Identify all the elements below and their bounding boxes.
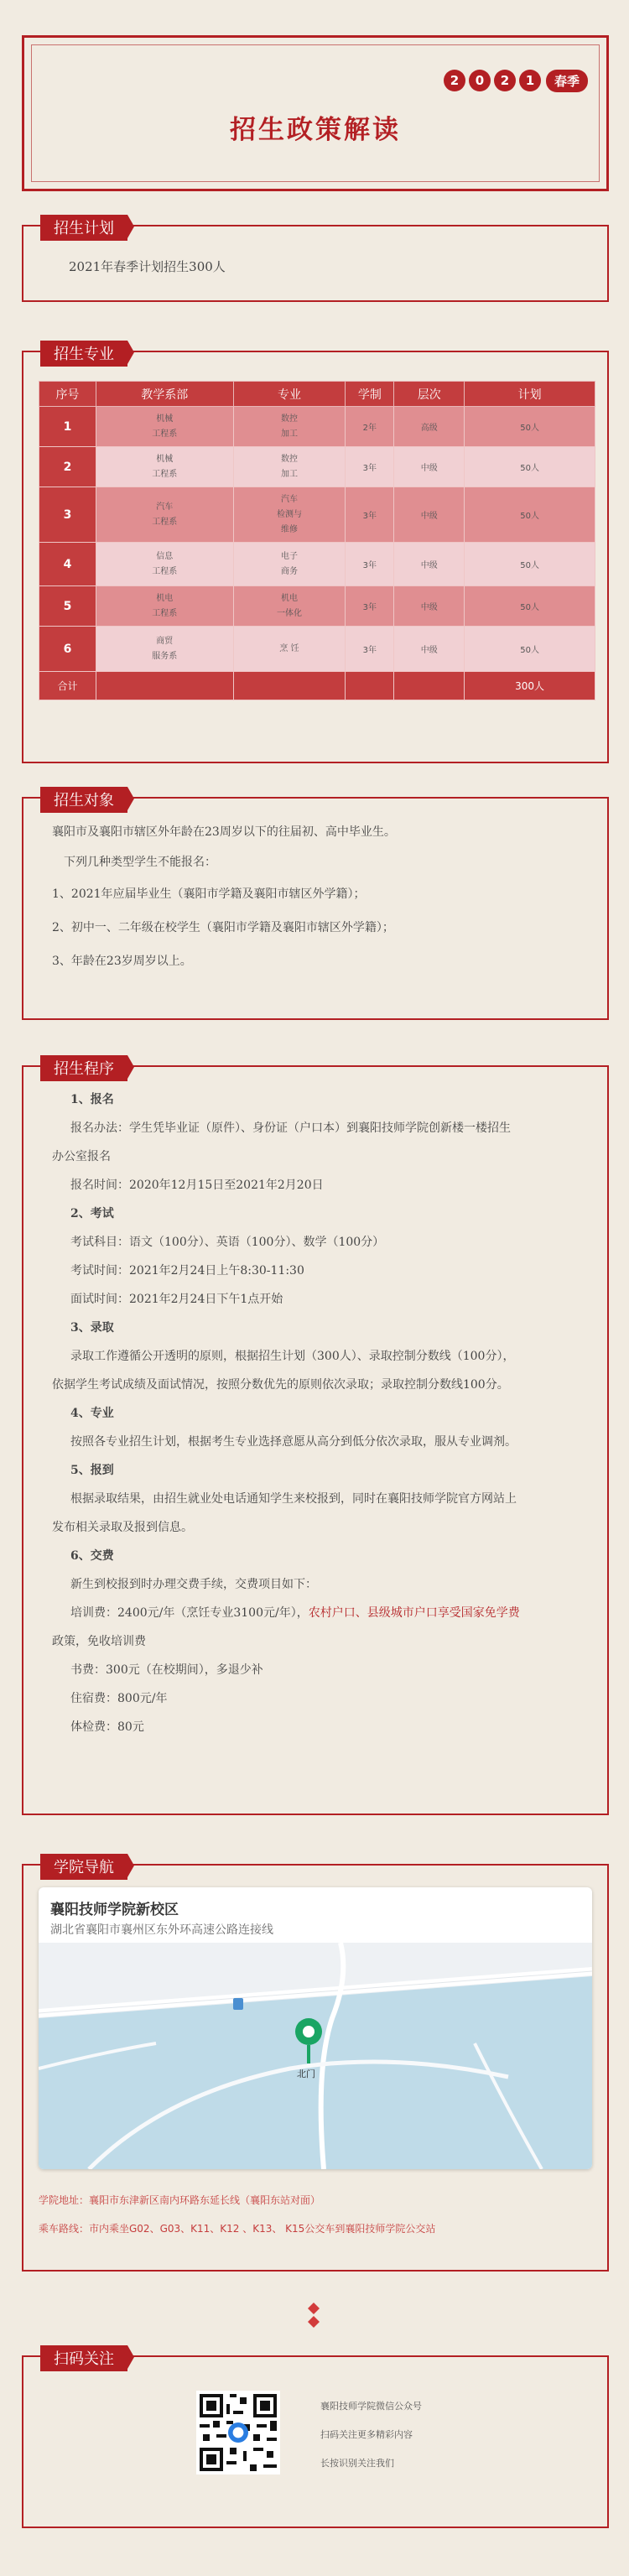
cell-text: 50人 [520,561,539,570]
table-row [39,487,595,543]
table-cell [233,543,346,586]
navigation-section [22,1859,609,2272]
cell-text: 商务 [281,566,299,576]
table-cell [96,487,233,543]
table-cell: 合计 [39,672,96,700]
table-cell [346,487,394,543]
cell-text: 50人 [520,646,539,655]
divider-diamond-icon [304,2303,324,2333]
table-cell [233,487,346,543]
step-text: 发布相关录取及报到信息。 [52,1521,193,1534]
step-heading: 2、考试 [70,1207,114,1220]
table-row [39,407,595,447]
table-cell [394,586,465,627]
map-card[interactable] [39,1887,592,2169]
section-tag: 扫码关注 [40,2345,127,2371]
fee-exemption-text: 农村户口、县级城市户口享受国家免学费 [308,1606,520,1620]
target-body [52,817,589,978]
table-cell [346,447,394,487]
cell-text: 6 [63,642,72,656]
year-digit: 1 [519,70,541,91]
col-header: 专业 [233,382,346,407]
table-cell [346,586,394,627]
follow-line: 襄阳技师学院微信公众号 [320,2401,422,2412]
follow-line: 长按识别关注我们 [320,2458,394,2469]
step-text: 报名办法：学生凭毕业证（原件）、身份证（户口本）到襄阳技师学院创新楼一楼招生 [70,1121,511,1135]
school-address: 学院地址：襄阳市东津新区南内环路东延长线（襄阳东站对面） [39,2194,321,2206]
target-line: 2、初中一、二年级在校学生（襄阳市学籍及襄阳市辖区外学籍）； [52,921,394,934]
table-cell [346,407,394,447]
target-line: 下列几种类型学生不能报名： [64,856,216,869]
cell-text: 3年 [362,464,377,473]
cell-text: 工程系 [152,517,178,527]
season-label: 春季 [546,70,588,92]
table-cell [465,407,595,447]
cell-text: 中级 [420,646,438,655]
target-line: 襄阳市及襄阳市辖区外年龄在23周岁以下的往届初、高中毕业生。 [52,825,396,839]
cell-text: 电子 [281,551,299,561]
table-cell [39,407,96,447]
table-cell [39,487,96,543]
procedure-body [52,1085,597,1741]
cell-text: 检测与 [277,509,303,519]
table-cell [233,586,346,627]
cell-text: 3年 [362,646,377,655]
target-line: 3、年龄在23岁周岁以上。 [52,955,192,968]
col-header: 学制 [346,382,394,407]
step-heading: 5、报到 [70,1464,114,1477]
follow-section [22,2350,609,2528]
cell-text: 数控 [281,414,299,424]
table-cell [465,447,595,487]
table-cell [394,543,465,586]
table-total-row [39,672,595,700]
table-cell [346,672,394,700]
cell-text: 中级 [420,561,438,570]
step-text: 按照各专业招生计划，根据考生专业选择意愿从高分到低分依次录取，服从专业调剂。 [70,1435,517,1449]
table-cell [96,407,233,447]
table-cell [346,627,394,672]
cell-text: 50人 [520,424,539,433]
table-cell [394,627,465,672]
cell-text: 工程系 [152,429,178,439]
procedure-section [22,1060,609,1815]
cell-text: 汽车 [281,494,299,504]
cell-text: 3年 [362,561,377,570]
table-cell [465,487,595,543]
col-header: 教学系部 [96,382,233,407]
cell-text: 1 [63,419,72,434]
cell-text: 4 [63,557,72,571]
section-tag: 招生对象 [40,787,127,813]
table-cell [465,627,595,672]
table-header-row [39,382,595,407]
cell-text: 中级 [420,464,438,473]
table-cell [96,672,233,700]
table-cell [233,447,346,487]
step-text: 住宿费：800元/年 [70,1692,168,1705]
section-tag: 招生程序 [40,1055,127,1081]
step-text: 办公室报名 [52,1150,111,1163]
cell-text: 加工 [281,469,299,479]
table-cell [96,543,233,586]
step-heading: 4、专业 [70,1407,114,1420]
step-text: 书费：300元（在校期间），多退少补 [70,1663,263,1677]
bus-route: 乘车路线：市内乘坐G02、G03、K11、K12 、K13、 K15公交车到襄阳技师学院公交站 [39,2223,436,2235]
table-cell [39,543,96,586]
table-cell [39,627,96,672]
col-header: 序号 [39,382,96,407]
fee-line [52,1599,597,1627]
table-cell [346,543,394,586]
step-text: 考试科目：语文（100分）、英语（100分）、数学（100分） [70,1236,385,1249]
table-cell [465,543,595,586]
table-cell [39,447,96,487]
table-cell [465,586,595,627]
cell-text: 50人 [520,603,539,612]
majors-table [39,381,595,700]
cell-text: 机械 [156,414,174,424]
table-cell [394,487,465,543]
cell-text: 机电 [281,593,299,603]
table-cell [233,627,346,672]
cell-text: 服务系 [152,651,178,661]
table-row [39,447,595,487]
step-heading: 1、报名 [70,1093,114,1106]
plan-text: 2021年春季计划招生300人 [69,259,226,274]
step-text: 根据录取结果，由招生就业处电话通知学生来校报到，同时在襄阳技师学院官方网站上 [70,1492,517,1506]
section-tag: 招生计划 [40,215,127,241]
cell-text: 2年 [362,424,377,433]
col-header: 计划 [465,382,595,407]
table-cell [233,672,346,700]
cell-text: 3年 [362,603,377,612]
cell-text: 信息 [156,551,174,561]
table-cell [394,672,465,700]
table-cell [394,407,465,447]
map-title: 襄阳技师学院新校区 [50,1902,179,1918]
step-text: 新生到校报到时办理交费手续，交费项目如下： [70,1578,317,1591]
cell-text: 工程系 [152,608,178,618]
majors-section [22,346,609,763]
cell-text: 50人 [520,512,539,521]
step-text: 录取工作遵循公开透明的原则，根据招生计划（300人）、录取控制分数线（100分）， [70,1350,515,1363]
cell-text: 维修 [281,524,299,534]
step-text: 考试时间：2021年2月24日上午8:30-11:30 [70,1264,304,1278]
plan-section [22,220,609,302]
map-address: 湖北省襄阳市襄州区东外环高速公路连接线 [50,1923,273,1937]
table-cell [39,586,96,627]
table-cell [233,407,346,447]
cell-text: 商贸 [156,636,174,646]
cell-text: 一体化 [277,608,303,618]
year-digit: 0 [469,70,491,91]
year-digit: 2 [494,70,516,91]
year-digit: 2 [444,70,465,91]
step-text: 体检费：80元 [70,1720,144,1734]
table-cell [394,447,465,487]
cell-text: 工程系 [152,469,178,479]
cell-text: 2 [63,460,72,474]
step-text: 报名时间：2020年12月15日至2021年2月20日 [70,1179,324,1192]
cell-text: 汽车 [156,502,174,512]
cell-text: 加工 [281,429,299,439]
cell-text: 烹 饪 [279,643,299,653]
qr-code-icon[interactable] [196,2391,280,2475]
cell-text: 50人 [520,464,539,473]
follow-line: 扫码关注更多精彩内容 [320,2429,413,2440]
cell-text: 机电 [156,593,174,603]
col-header: 层次 [394,382,465,407]
cell-text: 3 [63,507,72,522]
table-cell [96,447,233,487]
pin-label: 北门 [297,2069,315,2079]
section-tag: 招生专业 [40,341,127,367]
header-frame [22,35,609,191]
cell-text: 中级 [420,512,438,521]
table-cell [96,586,233,627]
season-badge [444,70,588,92]
page-title: 招生政策解读 [230,115,401,145]
step-text: 依据学生考试成绩及面试情况，按照分数优先的原则依次录取；录取控制分数线100分。 [52,1378,509,1392]
fee-exemption-text: 政策，免收培训费 [52,1635,146,1648]
step-heading: 6、交费 [70,1549,114,1563]
cell-text: 中级 [420,603,438,612]
target-line: 1、2021年应届毕业生（襄阳市学籍及襄阳市辖区外学籍）； [52,887,366,901]
step-text: 面试时间：2021年2月24日下午1点开始 [70,1293,283,1306]
cell-text: 5 [63,599,72,613]
cell-text: 高级 [420,424,438,433]
cell-text: 3年 [362,512,377,521]
table-cell [96,627,233,672]
table-row [39,627,595,672]
cell-text: 工程系 [152,566,178,576]
table-cell: 300人 [465,672,595,700]
target-section [22,792,609,1020]
table-row [39,543,595,586]
fee-text: 培训费：2400元/年（烹饪专业3100元/年）， [70,1606,309,1620]
step-heading: 3、录取 [70,1321,114,1335]
section-tag: 学院导航 [40,1854,127,1880]
table-row [39,586,595,627]
cell-text: 机械 [156,454,174,464]
cell-text: 数控 [281,454,299,464]
